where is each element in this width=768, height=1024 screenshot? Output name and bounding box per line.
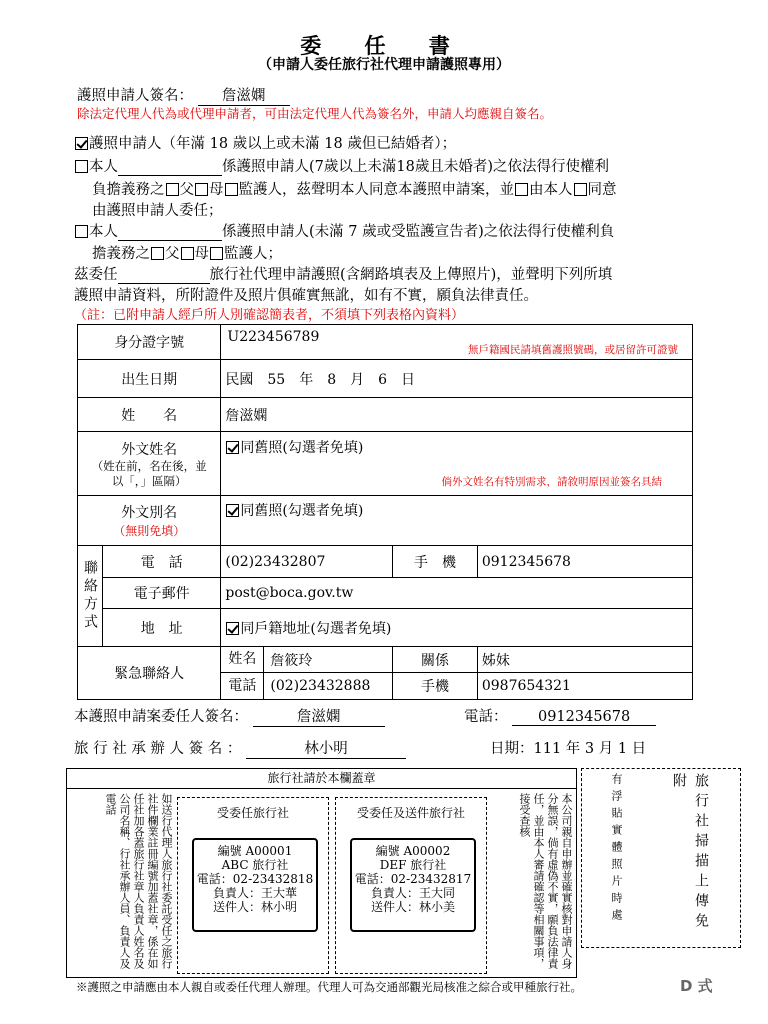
option-child-guardian-label: 監護人； [224, 246, 282, 262]
stamp1-number: 編號 A00001 [217, 844, 293, 858]
stamp1-phone: 電話：02-23432818 [196, 872, 314, 886]
page-title: 委 任 書 [300, 33, 468, 58]
address-same-checkbox[interactable] [226, 622, 239, 635]
agency-box-2 [335, 797, 487, 974]
agent-signature-row [74, 737, 406, 759]
alias-same-checkbox[interactable] [226, 504, 239, 517]
option-minor-agree-label: 同意 [587, 182, 617, 198]
option-child-checkbox[interactable] [75, 225, 88, 238]
option-minor-mother-label: 母 [209, 182, 224, 198]
option-adult-row [74, 132, 456, 153]
option-minor-row-2 [92, 178, 617, 199]
form-code: D 式 [680, 977, 713, 995]
stamp2-phone: 電話：02-23432817 [354, 872, 472, 886]
em-name-label: 姓名 [221, 647, 264, 672]
stamp2-number: 編號 A00002 [375, 844, 451, 858]
principal-name[interactable]: 詹滋嫻 [253, 705, 385, 727]
stamp-left-text: 如送行代理人旅行社委託受任之旅行社件欄業註冊編號加蓋社章，係在如任社加各蓋旅行社章人負責人姓名及公司名稱、行社承辦人員、負責人及電話 [104, 793, 173, 969]
option-minor-name-field[interactable] [118, 159, 222, 176]
upload-note: 旅行社掃描上傳免附 [671, 773, 709, 933]
option-child-label-b: 係護照申請人(未滿 7 歲或受監護宣告者)之依法得行使權利負 [222, 224, 615, 240]
table-note: （註：已附申請人經戶所人別確認簡表者，不須填下列表格內資料） [74, 308, 465, 323]
option-minor-guardian-label: 監護人，茲聲明本人同意本護照申請案，並 [238, 182, 514, 198]
foreign-name-cell [221, 432, 693, 496]
option-minor-row [74, 155, 609, 176]
alias-label-cell [78, 496, 221, 546]
em-phone-value[interactable]: (02)23432888 [270, 678, 371, 694]
contact-label-cell [78, 546, 103, 647]
signature-note: 除法定代理人代為或代理申請者，可由法定代理人代為簽名外，申請人均應親自簽名。 [77, 106, 553, 121]
applicant-signature-row [77, 84, 290, 106]
agency-stamp-2 [350, 838, 476, 932]
alias-sub: （無則免填） [113, 524, 186, 538]
stamp-area-header: 旅行社請於本欄蓋章 [67, 769, 576, 789]
stamp-area [66, 768, 577, 978]
foreign-name-sub: （姓在前，名在後，並以「，」區隔） [91, 458, 207, 488]
email-label: 電子郵件 [103, 578, 221, 609]
alias-label: 外文別名 [121, 505, 178, 521]
foreign-name-same-checkbox[interactable] [226, 441, 239, 454]
emergency-label: 緊急聯絡人 [78, 647, 221, 700]
em-mobile-value[interactable]: 0987654321 [477, 673, 692, 700]
alias-cell [221, 496, 693, 546]
signature-label: 護照申請人簽名： [77, 88, 193, 104]
page-subtitle: （申請人委任旅行社代理申請護照專用） [258, 57, 510, 73]
agent-date[interactable]: 日期：111 年 3 月 1 日 [490, 741, 647, 757]
option-adult-checkbox[interactable] [75, 137, 88, 150]
em-name-value[interactable]: 詹筱玲 [270, 652, 313, 669]
option-child-label-a: 本人 [89, 224, 118, 240]
option-minor-father-label: 父 [179, 182, 194, 198]
stamp2-owner: 負責人：王大同 [370, 886, 455, 900]
option-child-father-checkbox[interactable] [151, 247, 164, 260]
alias-value: 同舊照(勾選者免填) [240, 503, 364, 519]
option-minor-self-label: 由本人 [529, 182, 573, 198]
name-label: 姓 名 [78, 398, 221, 432]
photo-note: 有浮貼實體照片時處 [610, 773, 623, 926]
foreign-name-note: 倘外文姓名有特別需求，請敘明原因並簽名具結 [441, 476, 662, 488]
entrust-label-b: 旅行社代理申請護照(含網路填表及上傳照片)，並聲明下列所填 [209, 267, 613, 283]
option-child-mother-checkbox[interactable] [181, 247, 194, 260]
option-child-row [74, 220, 614, 241]
stamp1-courier: 送件人：林小明 [212, 900, 297, 914]
stamp1-agency: ABC 旅行社 [221, 858, 289, 872]
id-note: 無戶籍國民請填舊護照號碼，或居留許可證號 [468, 344, 678, 356]
option-minor-mother-checkbox[interactable] [195, 183, 208, 196]
em-phone-cell [221, 673, 393, 700]
foreign-name-label-cell [78, 432, 221, 496]
stamp1-owner: 負責人：王大華 [212, 886, 297, 900]
option-minor-checkbox[interactable] [75, 160, 88, 173]
agency-box-1-title: 受委任旅行社 [216, 806, 289, 820]
entrust-row [74, 263, 612, 284]
entrust-label-c: 護照申請資料，所附證件及照片俱確實無訛，如有不實，願負法律責任。 [74, 288, 538, 304]
principal-phone-label: 電話： [464, 709, 508, 725]
birth-label: 出生日期 [78, 360, 221, 398]
footer-note: ※護照之申請應由本人親自或委任代理人辦理。代理人可為交通部觀光局核准之綜合或甲種旅行社。 [76, 980, 582, 994]
option-child-name-field[interactable] [118, 224, 222, 241]
contact-label: 聯絡方式 [82, 560, 98, 632]
principal-signature-row [74, 705, 385, 727]
agent-name[interactable]: 林小明 [246, 737, 406, 759]
agency-box-1 [177, 797, 329, 974]
option-minor-label-c: 負擔義務之 [92, 182, 165, 198]
id-label: 身分證字號 [78, 325, 221, 360]
principal-label: 本護照申請案委任人簽名： [74, 709, 248, 725]
email-value[interactable]: post@boca.gov.tw [221, 578, 693, 609]
principal-phone-row [464, 705, 656, 726]
stamp2-courier: 送件人：林小美 [370, 900, 455, 914]
entrust-label-a: 茲委任 [74, 267, 118, 283]
agency-box-2-title: 受委任及送件旅行社 [356, 806, 465, 820]
address-cell [221, 609, 693, 647]
option-minor-label-a: 本人 [89, 159, 118, 175]
photo-area[interactable] [581, 768, 741, 948]
option-minor-label-d: 由護照申請人委任； [92, 203, 223, 219]
option-minor-agree-checkbox[interactable] [574, 183, 587, 196]
applicant-data-table [77, 324, 693, 700]
option-child-guardian-checkbox[interactable] [210, 247, 223, 260]
option-child-mother-label: 母 [194, 246, 209, 262]
option-minor-label-b: 係護照申請人(7歲以上未滿18歲且未婚者)之依法得行使權利 [222, 159, 609, 175]
option-minor-father-checkbox[interactable] [166, 183, 179, 196]
signature-name[interactable]: 詹滋嫻 [198, 84, 290, 106]
option-minor-self-checkbox[interactable] [515, 183, 528, 196]
option-child-father-label: 父 [165, 246, 180, 262]
phone-value[interactable]: (02)23432807 [221, 546, 393, 578]
stamp2-agency: DEF 旅行社 [379, 858, 447, 872]
phone-label: 電 話 [103, 546, 221, 578]
id-value[interactable]: U223456789 [227, 329, 320, 345]
address-value: 同戶籍地址(勾選者免填) [240, 620, 392, 637]
id-cell [221, 325, 693, 360]
option-child-row-2 [92, 242, 282, 263]
birth-value[interactable]: 民國 55 年 8 月 6 日 [221, 360, 693, 398]
foreign-name-value: 同舊照(勾選者免填) [240, 440, 364, 456]
foreign-name-label: 外文姓名 [121, 441, 178, 458]
address-label: 地 址 [103, 609, 221, 647]
principal-phone[interactable]: 0912345678 [512, 709, 656, 726]
em-rel-value[interactable]: 姊妹 [477, 647, 692, 673]
agent-label: 旅 行 社 承 辦 人 簽 名 ： [74, 741, 242, 757]
option-adult-label: 護照申請人（年滿 18 歲以上或未滿 18 歲但已結婚者）； [89, 136, 457, 152]
em-mobile-label: 手機 [393, 673, 478, 700]
em-name-cell [221, 647, 393, 673]
entrust-agency-field[interactable] [118, 267, 210, 284]
agency-stamp-1 [192, 838, 318, 932]
stamp-right-text: 本公司親自申辦並確實核對申請人身分無誤，倘有虛偽不實，願負法律責任，並由本人審請確認等相關事項，接受查核 [518, 793, 573, 969]
option-child-label-c: 擔義務之 [92, 246, 150, 262]
em-phone-label: 電話 [221, 673, 264, 699]
mobile-label: 手 機 [393, 546, 478, 578]
option-minor-guardian-checkbox[interactable] [225, 183, 238, 196]
mobile-value[interactable]: 0912345678 [477, 546, 692, 578]
em-rel-label: 關係 [393, 647, 478, 673]
name-value[interactable]: 詹滋嫻 [221, 398, 693, 432]
